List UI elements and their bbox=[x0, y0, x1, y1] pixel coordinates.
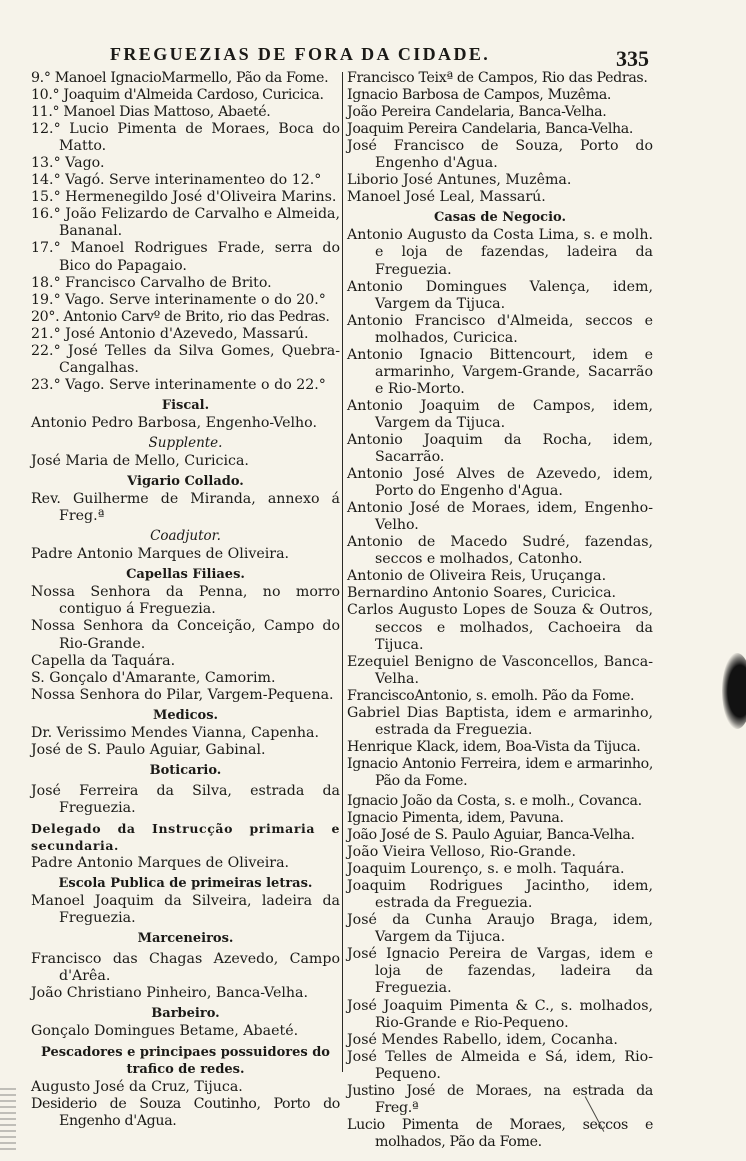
directory-entry: João José de S. Paulo Aguiar, Banca-Velha. bbox=[347, 827, 635, 844]
directory-entry: José Joaquim Pimenta & C., s. molhados, Rio-Grande e Rio-Pequeno. bbox=[347, 997, 653, 1031]
directory-entry: 18.° Francisco Carvalho de Brito. bbox=[31, 274, 272, 291]
directory-entry: João Christiano Pinheiro, Banca-Velha. bbox=[31, 985, 309, 1002]
directory-entry: Antonio Francisco d'Almeida, seccos e molhados, Curicica. bbox=[347, 312, 653, 346]
directory-entry: José Francisco de Souza, Porto do Engenho d'Agua. bbox=[347, 138, 653, 172]
directory-entry: Henrique Klack, idem, Boa-Vista da Tijuca. bbox=[347, 738, 641, 755]
directory-entry: Manoel José Leal, Massarú. bbox=[347, 189, 546, 206]
section-heading: Marceneiros. bbox=[137, 931, 234, 947]
section-heading: Casas de Negocio. bbox=[434, 210, 566, 226]
directory-entry: Bernardino Antonio Soares, Curicica. bbox=[347, 585, 617, 602]
directory-entry: Lucio Pimenta de Moraes, seccos e molhados, Pão da Fome. bbox=[347, 1116, 653, 1150]
directory-entry: Joaquim Lourenço, s. e molh. Taquára. bbox=[347, 861, 625, 878]
directory-entry: 12.° Lucio Pimenta de Moraes, Boca do Matto. bbox=[31, 121, 340, 155]
directory-entry: Augusto José da Cruz, Tijuca. bbox=[31, 1078, 243, 1095]
directory-entry: Ignacio Antonio Ferreira, idem e armarinho, Pão da Fome. bbox=[347, 755, 653, 789]
directory-entry: Joaquim Rodrigues Jacintho, idem, estrada da Freguezia. bbox=[347, 878, 653, 912]
directory-entry: Ezequiel Benigno de Vasconcellos, Banca-Velha. bbox=[347, 653, 653, 687]
directory-entry: Liborio José Antunes, Muzêma. bbox=[347, 172, 572, 189]
directory-entry: Desiderio de Souza Coutinho, Porto do Engenho d'Agua. bbox=[31, 1095, 340, 1129]
section-heading: Barbeiro. bbox=[151, 1006, 220, 1022]
section-heading: Fiscal. bbox=[161, 397, 210, 413]
subsection-heading: Supplente. bbox=[148, 434, 223, 451]
directory-entry: 22.° José Telles da Silva Gomes, Quebra-Cangalhas. bbox=[31, 342, 340, 376]
right-column bbox=[347, 70, 653, 1151]
directory-entry: Ignacio Pimenta, idem, Pavuna. bbox=[347, 810, 564, 827]
directory-entry: 9.° Manoel IgnacioMarmello, Pão da Fome. bbox=[31, 70, 329, 86]
directory-entry: Francisco Teixª de Campos, Rio das Pedras. bbox=[347, 70, 648, 86]
section-heading: Pescadores e principaes possuidores do trafico de redes. bbox=[41, 1044, 330, 1077]
directory-entry: José Maria de Mello, Curicica. bbox=[31, 453, 249, 470]
directory-entry: 19.° Vago. Serve interinamente o do 20.° bbox=[31, 291, 326, 308]
section-heading: Boticario. bbox=[149, 762, 222, 778]
directory-entry: Francisco das Chagas Azevedo, Campo d'Arêa. bbox=[31, 951, 340, 985]
directory-entry: 10.° Joaquim d'Almeida Cardoso, Curicica. bbox=[31, 87, 324, 104]
directory-entry: Antonio Domingues Valença, idem, Vargem da Tijuca. bbox=[347, 278, 653, 312]
directory-entry: Antonio de Macedo Sudré, fazendas, seccos e molhados, Catonho. bbox=[347, 534, 653, 568]
directory-entry: FranciscoAntonio, s. emolh. Pão da Fome. bbox=[347, 687, 635, 704]
directory-entry: Manoel Joaquim da Silveira, ladeira da Freguezia. bbox=[31, 893, 340, 927]
directory-entry: 20°. Antonio Carvº de Brito, rio das Pedras. bbox=[31, 308, 330, 325]
directory-entry: José Mendes Rabello, idem, Cocanha. bbox=[347, 1031, 618, 1048]
directory-entry: João Vieira Velloso, Rio-Grande. bbox=[347, 844, 577, 861]
directory-entry: Justino José de Moraes, na estrada da Freg.ª bbox=[347, 1082, 653, 1116]
directory-entry: Antonio Joaquim da Rocha, idem, Sacarrão. bbox=[347, 431, 653, 466]
directory-entry: Rev. Guilherme de Miranda, annexo á Freg.ª bbox=[31, 491, 340, 525]
directory-entry: Capella da Taquára. bbox=[31, 652, 176, 669]
subsection-heading: Coadjutor. bbox=[150, 528, 221, 545]
section-heading: Medicos. bbox=[152, 707, 219, 723]
margin-smudge-mark bbox=[0, 1088, 16, 1154]
directory-entry: Antonio Pedro Barbosa, Engenho-Velho. bbox=[31, 414, 317, 431]
running-head: FREGUEZIAS DE FORA DA CIDADE. bbox=[110, 44, 491, 64]
directory-entry: 21.° José Antonio d'Azevedo, Massarú. bbox=[31, 325, 309, 342]
section-heading: Capellas Filiaes. bbox=[126, 567, 245, 583]
directory-entry: 14.° Vagó. Serve interinamenteo do 12.° bbox=[31, 172, 322, 189]
directory-entry: Ignacio Barbosa de Campos, Muzêma. bbox=[347, 87, 612, 104]
directory-entry: José de S. Paulo Aguiar, Gabinal. bbox=[31, 741, 266, 758]
directory-entry: 15.° Hermenegildo José d'Oliveira Marins. bbox=[31, 189, 337, 206]
directory-entry: Carlos Augusto Lopes de Souza & Outros, seccos e molhados, Cachoeira da Tijuca. bbox=[347, 602, 653, 653]
directory-entry: Antonio Augusto da Costa Lima, s. e molh. e loja de fazendas, ladeira da Freguezia. bbox=[347, 227, 653, 278]
directory-entry: Nossa Senhora do Pilar, Vargem-Pequena. bbox=[31, 686, 334, 703]
directory-entry: Nossa Senhora da Penna, no morro contiguo á Freguezia. bbox=[31, 584, 340, 618]
directory-entry: José Telles de Almeida e Sá, idem, Rio-Pequeno. bbox=[347, 1048, 653, 1082]
directory-entry: Antonio José Alves de Azevedo, idem, Porto do Engenho d'Agua. bbox=[347, 466, 653, 500]
directory-entry: Nossa Senhora da Conceição, Campo do Rio-Grande. bbox=[31, 618, 340, 652]
directory-entry: Ignacio João da Costa, s. e molh., Covanca. bbox=[347, 792, 642, 809]
directory-entry: Antonio Ignacio Bittencourt, idem e armarinho, Vargem-Grande, Sacarrão e Rio-Morto. bbox=[347, 346, 653, 397]
directory-entry: José Ferreira da Silva, estrada da Freguezia. bbox=[31, 782, 340, 816]
section-heading: Vigario Collado. bbox=[127, 474, 244, 490]
column-divider bbox=[342, 72, 343, 1072]
directory-entry: Antonio de Oliveira Reis, Uruçanga. bbox=[347, 568, 607, 585]
ink-stain-mark bbox=[722, 653, 746, 729]
directory-entry: Padre Antonio Marques de Oliveira. bbox=[31, 546, 290, 563]
directory-entry: Gonçalo Domingues Betame, Abaeté. bbox=[31, 1023, 299, 1040]
directory-entry: 23.° Vago. Serve interinamente o do 22.° bbox=[31, 376, 326, 393]
directory-entry: José Ignacio Pereira de Vargas, idem e loja de fazendas, ladeira da Freguezia. bbox=[347, 946, 653, 997]
directory-entry: 16.° João Felizardo de Carvalho e Almeida, Bananal. bbox=[31, 206, 340, 240]
directory-entry: Joaquim Pereira Candelaria, Banca-Velha. bbox=[347, 121, 634, 138]
directory-entry: S. Gonçalo d'Amarante, Camorim. bbox=[31, 669, 276, 686]
directory-entry: Antonio José de Moraes, idem, Engenho-Velho. bbox=[347, 500, 653, 534]
directory-entry: 17.° Manoel Rodrigues Frade, serra do Bico do Papagaio. bbox=[31, 240, 340, 274]
page-number: 335 bbox=[616, 46, 649, 71]
section-heading: Delegado da Instrucção primaria e secundaria. bbox=[31, 820, 340, 854]
directory-entry: Antonio Joaquim de Campos, idem, Vargem da Tijuca. bbox=[347, 397, 653, 431]
directory-entry: 11.° Manoel Dias Mattoso, Abaeté. bbox=[31, 104, 271, 121]
directory-entry: 13.° Vago. bbox=[31, 155, 105, 172]
directory-entry: José da Cunha Araujo Braga, idem, Vargem da Tijuca. bbox=[347, 912, 653, 946]
directory-entry: Dr. Verissimo Mendes Vianna, Capenha. bbox=[31, 724, 319, 741]
directory-entry: Gabriel Dias Baptista, idem e armarinho, estrada da Freguezia. bbox=[347, 704, 653, 738]
left-column bbox=[31, 70, 340, 1130]
section-heading: Escola Publica de primeiras letras. bbox=[58, 876, 313, 892]
directory-entry: João Pereira Candelaria, Banca-Velha. bbox=[347, 104, 607, 121]
directory-entry: Padre Antonio Marques de Oliveira. bbox=[31, 855, 290, 872]
